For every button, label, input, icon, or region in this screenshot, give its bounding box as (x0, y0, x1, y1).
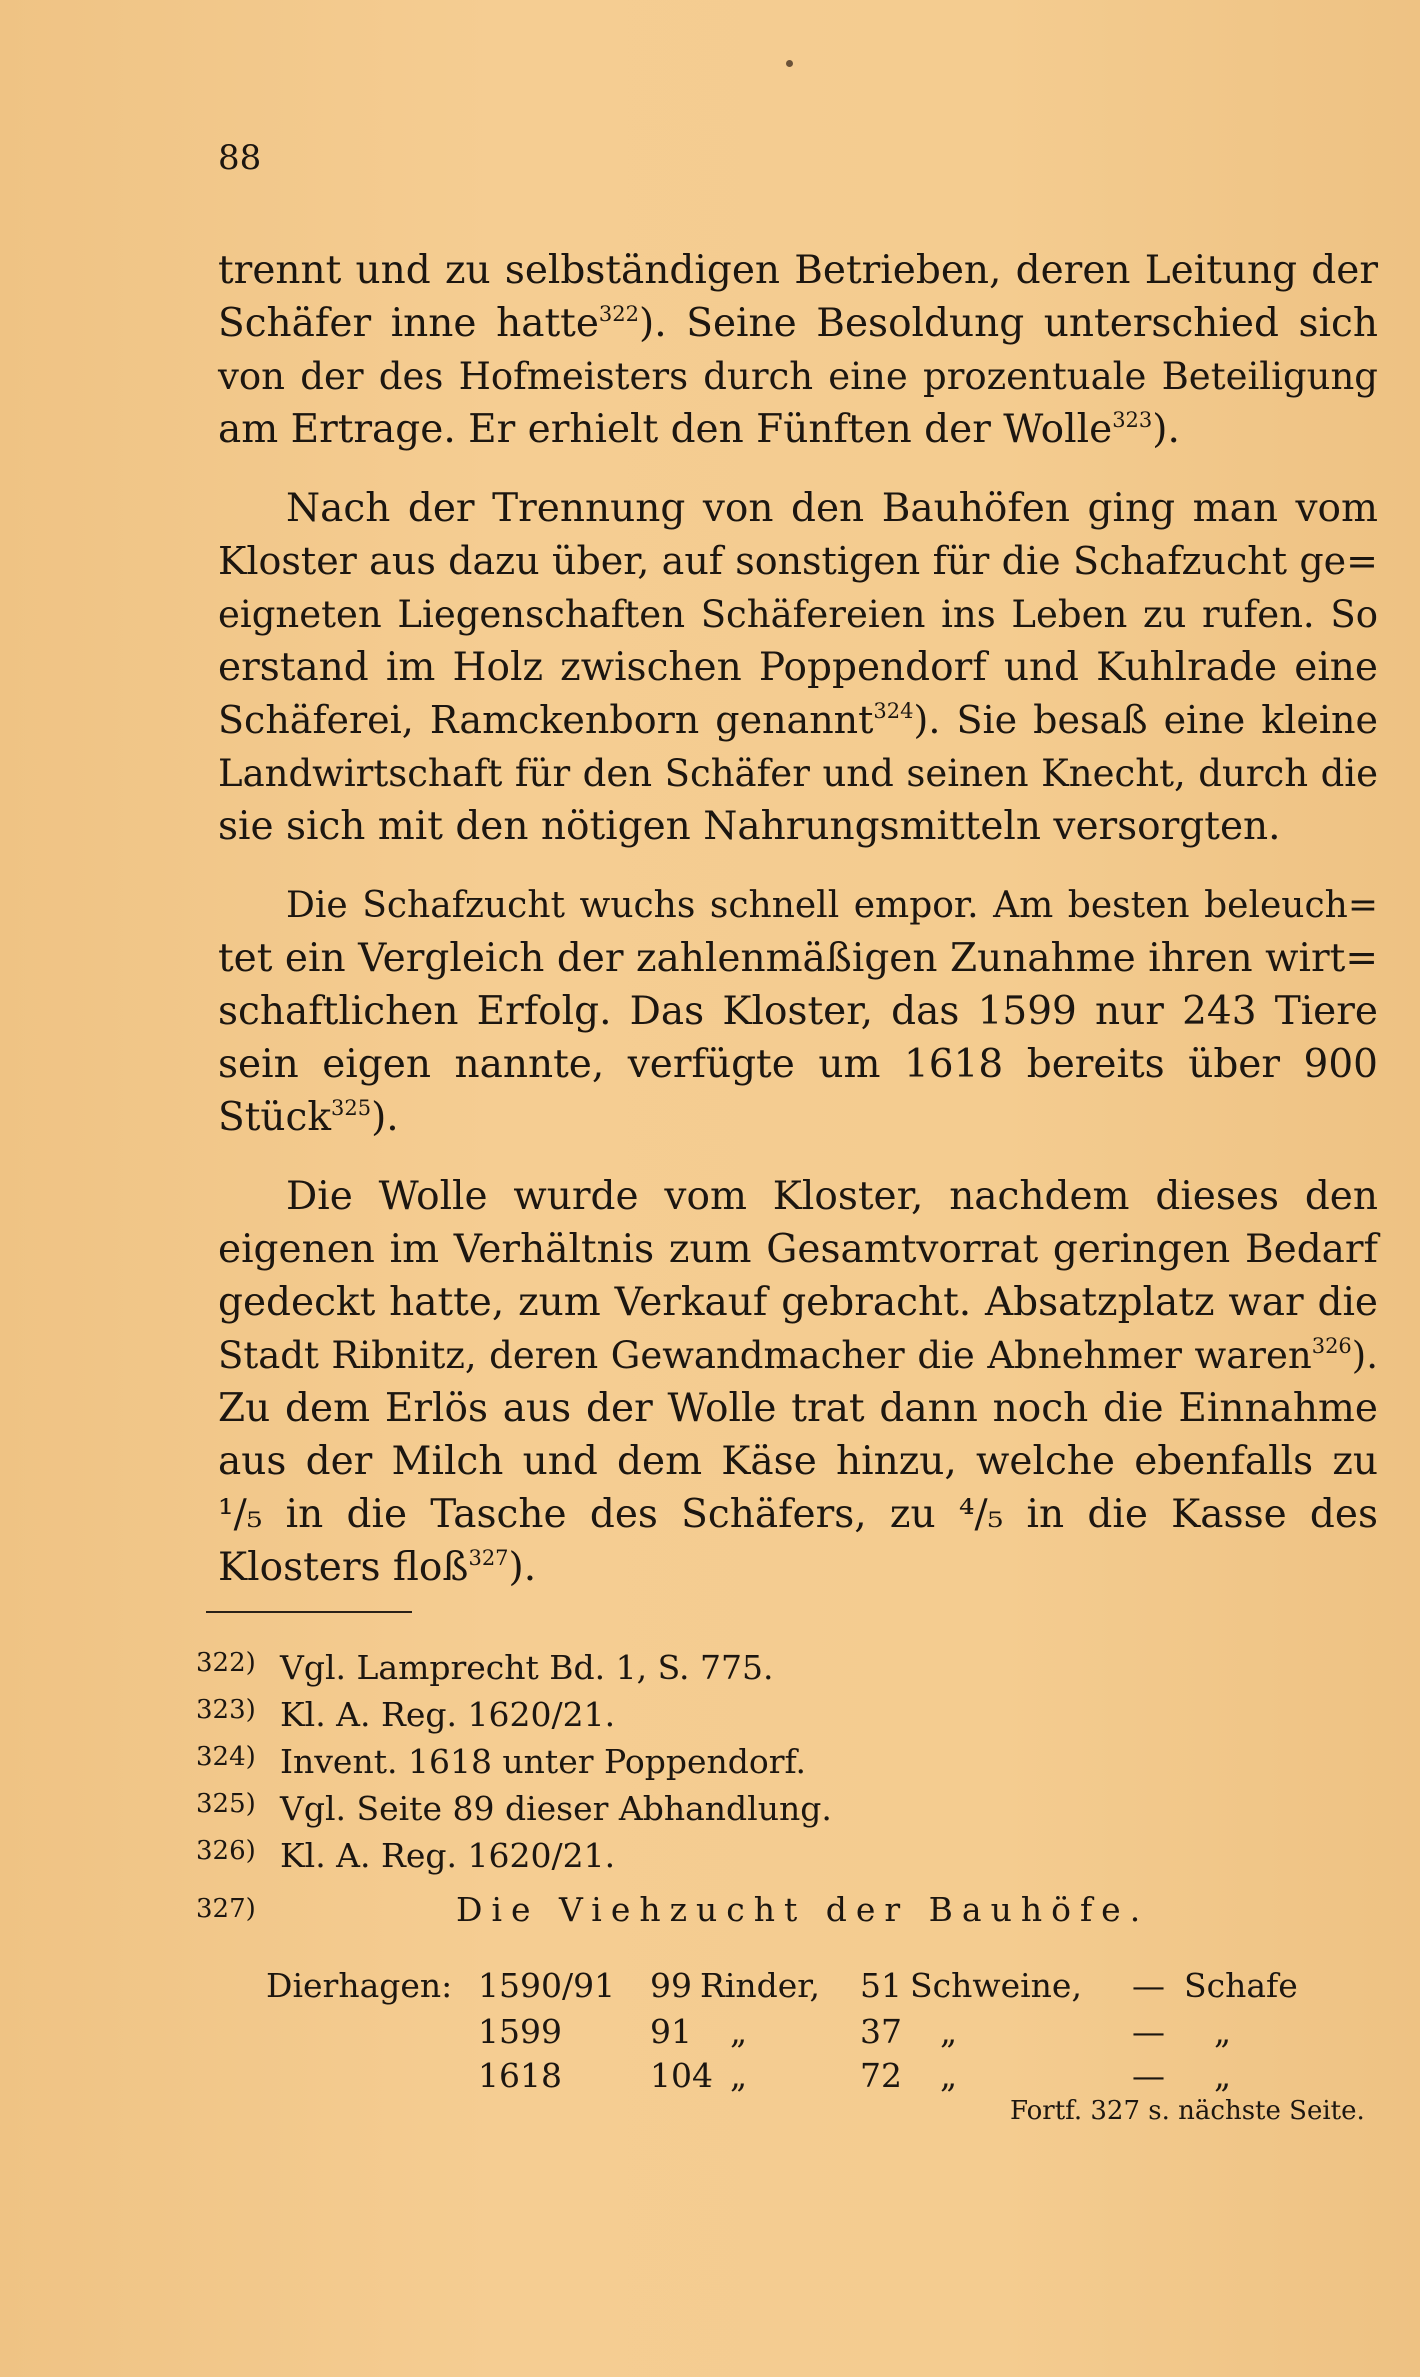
footnote (196, 1734, 1196, 1781)
text-line (218, 588, 1378, 641)
line-text: gedeckt hatte, zum Verkauf gebracht. Absatzplatz war die (218, 1280, 1378, 1325)
paragraph-gap (218, 853, 1378, 879)
text-line (218, 879, 1378, 932)
line-text: eigenen im Verhältnis zum Gesamtvorrat geringen Bedarf (218, 1227, 1378, 1272)
table-cell-n2: 72 (860, 2056, 902, 2095)
table-cell-place: Dierhagen: (266, 1966, 453, 2005)
text-line (218, 1382, 1378, 1435)
line-text: ¹/₅ in die Tasche des Schäfers, zu ⁴/₅ in die Kasse des (218, 1492, 1378, 1537)
line-text: Klosters floß (218, 1545, 469, 1590)
table-cell-year: 1618 (478, 2056, 562, 2095)
line-text: sein eigen nannte, verfügte um 1618 bereits über 900 (218, 1042, 1378, 1087)
line-text: trennt und zu selbständigen Betrieben, deren Leitung der (218, 248, 1378, 293)
text-line (218, 641, 1378, 694)
continued-note: Fortf. 327 s. nächste Seite. (1010, 2096, 1365, 2126)
line-text: aus der Milch und dem Käse hinzu, welche ebenfalls zu (218, 1439, 1378, 1484)
footnote-reference: 323 (1112, 408, 1153, 432)
line-text-continued: ). (1152, 407, 1180, 452)
footnote (196, 1828, 1196, 1875)
table-cell-a2: „ (940, 2012, 958, 2051)
table-row (196, 1966, 1376, 2010)
table-cell-n1: 99 (650, 1966, 692, 2005)
text-line (218, 932, 1378, 985)
line-text: von der des Hofmeisters durch eine prozentuale Beteiligung (218, 355, 1378, 398)
text-line (218, 1329, 1378, 1382)
line-text: Die Schafzucht wuchs schnell empor. Am besten beleuch= (286, 885, 1378, 926)
text-line (218, 1091, 1378, 1144)
text-line (218, 1541, 1378, 1594)
table-cell-n1: 91 (650, 2012, 692, 2051)
line-text: erstand im Holz zwischen Poppendorf und Kuhlrade eine (218, 645, 1378, 690)
footnote-number: 322) (196, 1648, 256, 1678)
line-text: Schäfer inne hatte (218, 301, 599, 346)
table-cell-a2: Schweine, (910, 1966, 1082, 2005)
table-footnote-number: 327) (196, 1894, 256, 1924)
line-text: am Ertrage. Er erhielt den Fünften der Wolle (218, 407, 1113, 452)
table-cell-a3: Schafe (1184, 1966, 1298, 2005)
footnote-reference: 322 (598, 302, 639, 326)
table-title: Die Viehzucht der Bauhöfe. (456, 1890, 1150, 1929)
line-text: sie sich mit den nötigen Nahrungsmitteln versorgten. (218, 804, 1281, 849)
paragraph-gap (218, 456, 1378, 482)
line-text-continued: ). (1351, 1334, 1378, 1377)
footnote-reference: 326 (1311, 1334, 1352, 1358)
paragraph-gap (218, 1144, 1378, 1170)
footnote-text: Kl. A. Reg. 1620/21. (280, 1695, 616, 1734)
text-line (218, 244, 1378, 297)
table-cell-n3: — (1132, 2012, 1165, 2051)
line-text: Die Wolle wurde vom Kloster, nachdem dieses den (286, 1174, 1378, 1219)
footnote-reference: 325 (330, 1096, 372, 1120)
text-line (218, 1276, 1378, 1329)
main-text (218, 244, 1378, 1594)
ink-speck (786, 60, 793, 67)
footnotes (196, 1640, 1196, 1875)
table-cell-year: 1590/91 (478, 1966, 616, 2005)
text-line (218, 1038, 1378, 1091)
text-line (218, 403, 1378, 456)
line-text: Nach der Trennung von den Bauhöfen ging man vom (286, 486, 1378, 531)
line-text: Zu dem Erlös aus der Wolle trat dann noch die Einnahme (218, 1386, 1378, 1431)
text-line (218, 1488, 1378, 1541)
line-text-continued: ). Sie besaß eine kleine (913, 698, 1379, 742)
table-cell-n1: 104 (650, 2056, 713, 2095)
line-text: Landwirtschaft für den Schäfer und seinen Knecht, durch die (218, 752, 1378, 795)
footnote (196, 1781, 1196, 1828)
line-text-continued: ). Seine Besoldung unterschied sich (639, 301, 1378, 346)
line-text: eigneten Liegenschaften Schäfereien ins Leben zu rufen. So (218, 593, 1378, 636)
footnote-number: 323) (196, 1695, 256, 1725)
table-cell-n2: 37 (860, 2012, 902, 2051)
table-row (196, 2012, 1376, 2056)
text-line (218, 694, 1378, 747)
table-cell-n3: — (1132, 1966, 1165, 2005)
line-text: tet ein Vergleich der zahlenmäßigen Zunahme ihren wirt= (218, 936, 1378, 981)
text-line (218, 985, 1378, 1038)
table-cell-a2: „ (940, 2056, 958, 2095)
line-text: Stück (218, 1095, 331, 1140)
text-line (218, 747, 1378, 800)
footnote (196, 1640, 1196, 1687)
footnote-reference: 327 (468, 1546, 509, 1570)
footnote-separator (206, 1611, 412, 1613)
table-cell-a1: „ (730, 2056, 748, 2095)
table-row (196, 2056, 1376, 2100)
table-cell-a1: „ (730, 2012, 748, 2051)
table-cell-a3: „ (1214, 2012, 1232, 2051)
table-cell-n3: — (1132, 2056, 1165, 2095)
footnote-number: 325) (196, 1789, 256, 1819)
footnote-reference: 324 (873, 699, 914, 723)
footnote-text: Kl. A. Reg. 1620/21. (280, 1836, 616, 1875)
page-number: 88 (218, 138, 262, 178)
table-cell-n2: 51 (860, 1966, 902, 2005)
footnote-text: Invent. 1618 unter Poppendorf. (280, 1742, 807, 1781)
line-text-continued: ). (371, 1095, 399, 1140)
text-line (218, 1435, 1378, 1488)
line-text: schaftlichen Erfolg. Das Kloster, das 1599 nur 243 Tiere (218, 989, 1378, 1034)
text-line (218, 482, 1378, 535)
footnote (196, 1687, 1196, 1734)
text-line (218, 1170, 1378, 1223)
text-line (218, 350, 1378, 403)
line-text: Kloster aus dazu über, auf sonstigen für die Schafzucht ge= (218, 539, 1378, 583)
text-line (218, 1223, 1378, 1276)
line-text-continued: ). (508, 1545, 537, 1590)
table-cell-year: 1599 (478, 2012, 562, 2051)
text-line (218, 535, 1378, 588)
text-line (218, 297, 1378, 350)
table-cell-a3: „ (1214, 2056, 1232, 2095)
line-text: Stadt Ribnitz, deren Gewandmacher die Abnehmer waren (218, 1334, 1312, 1377)
table-cell-a1: Rinder, (700, 1966, 820, 2005)
text-line (218, 800, 1378, 853)
footnote-number: 326) (196, 1836, 256, 1866)
footnote-number: 324) (196, 1742, 256, 1772)
footnote-text: Vgl. Seite 89 dieser Abhandlung. (280, 1789, 832, 1828)
footnote-text: Vgl. Lamprecht Bd. 1, S. 775. (280, 1648, 774, 1687)
line-text: Schäferei, Ramckenborn genannt (218, 698, 874, 742)
